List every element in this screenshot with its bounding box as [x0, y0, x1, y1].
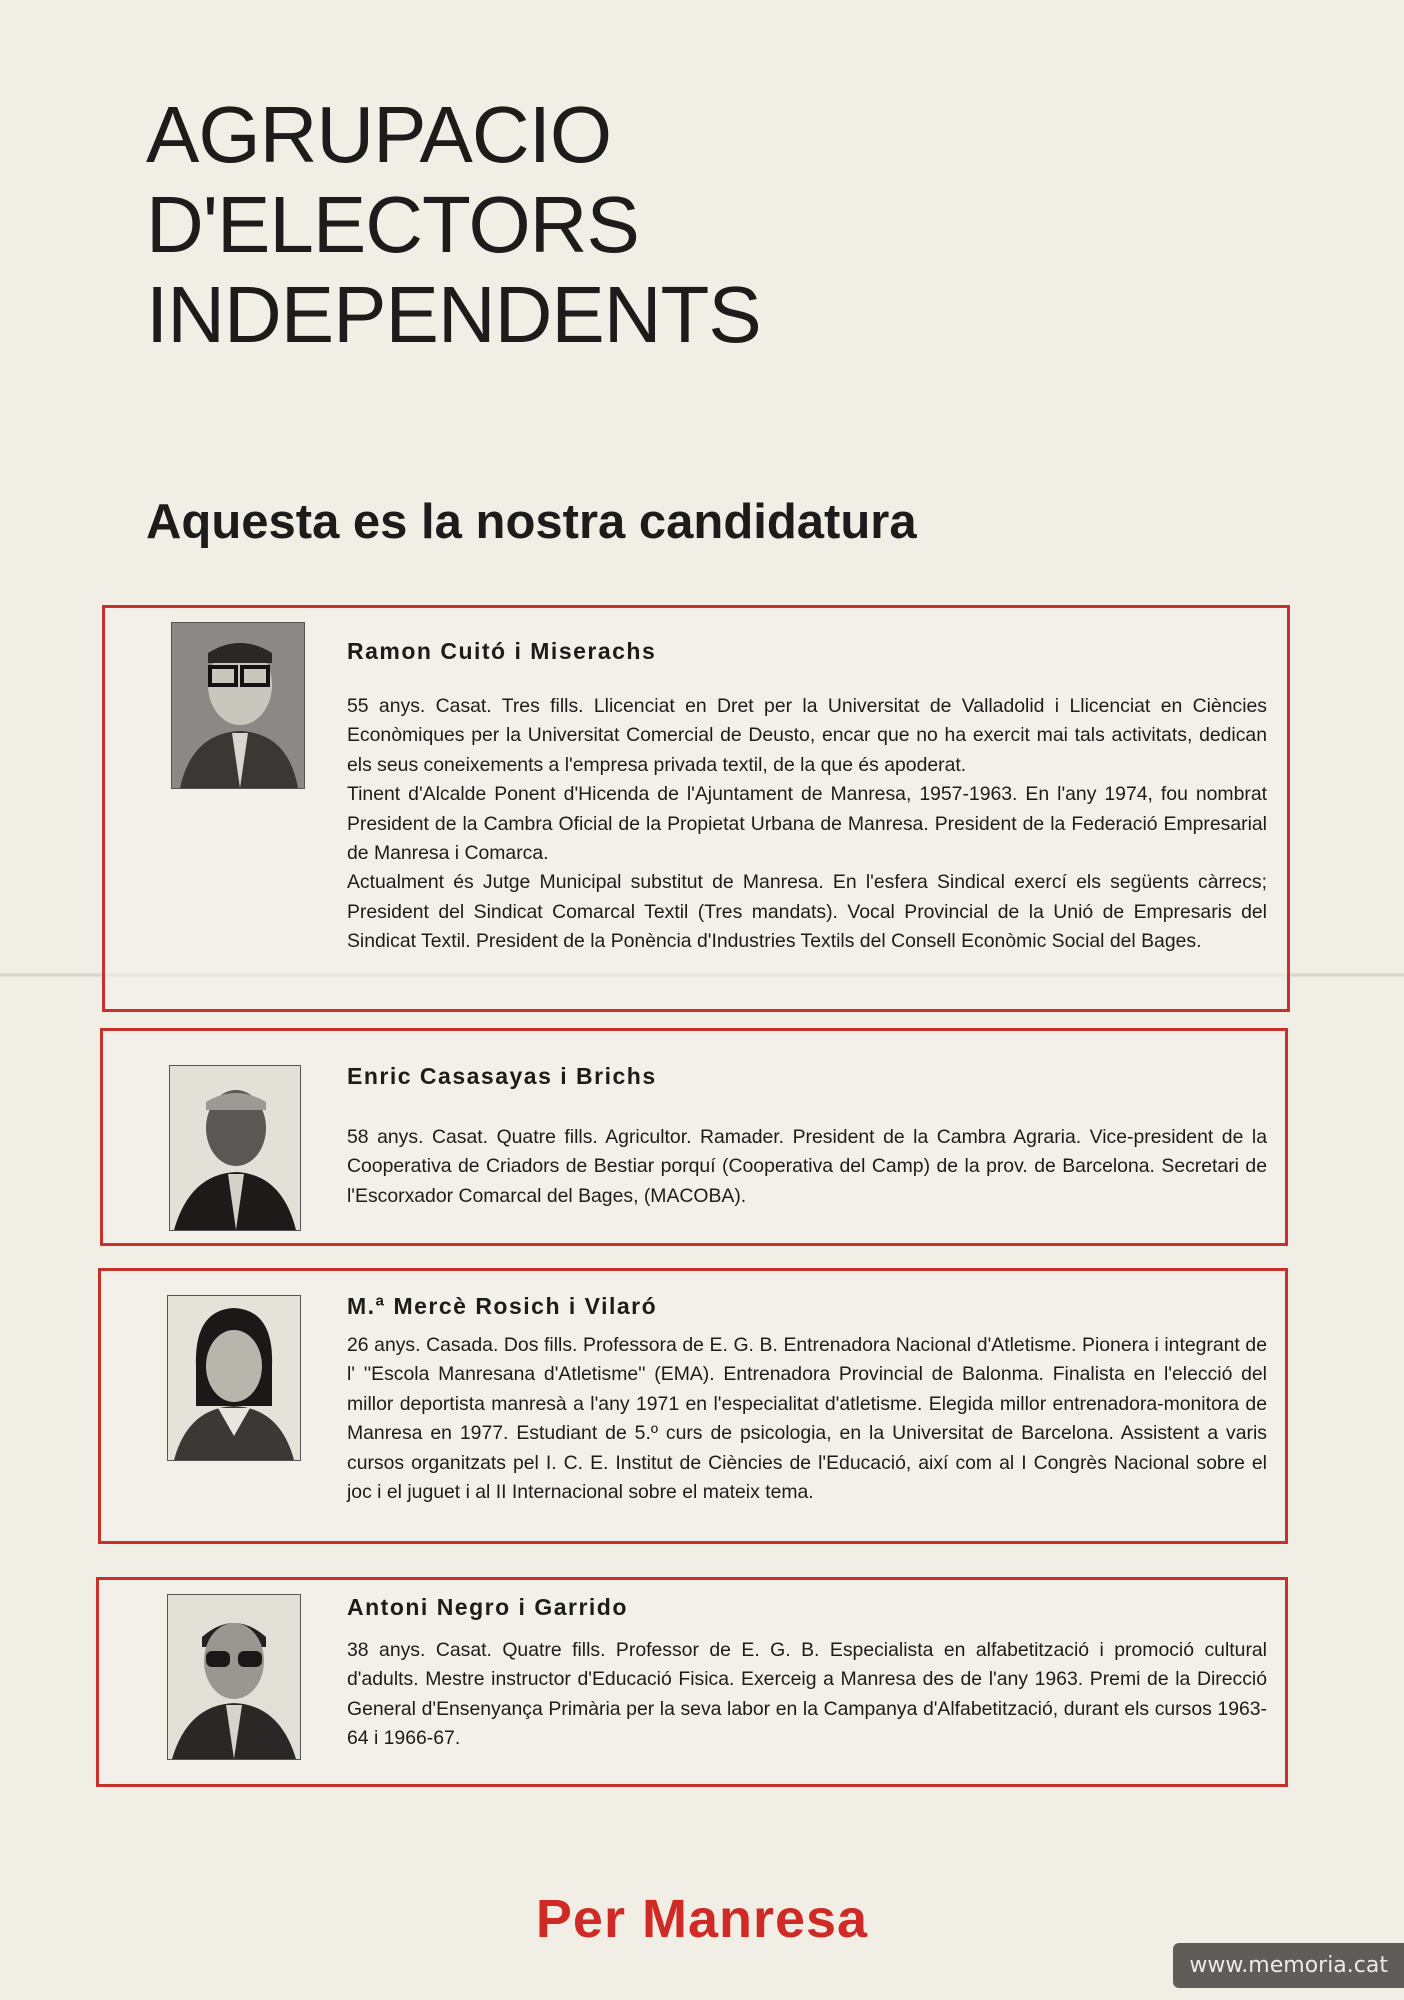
candidate-photo [167, 1594, 301, 1760]
candidate-name: Ramon Cuitó i Miserachs [347, 638, 657, 664]
bio-paragraph: Actualment és Jutge Municipal substitut de Manresa. En l'esfera Sindical exercí els següents càrrecs; President del Sindicat Comarcal Textil (Tres mandats). Vocal Provincial de la Unió de Empresaris del Sindicat Textil. President de la Ponència d'Industries Textils del Consell Econòmic Social del Bages. [347, 871, 1267, 953]
candidate-bio [347, 1331, 1267, 1507]
portrait-image [168, 1296, 300, 1460]
candidate-bio [347, 1123, 1267, 1211]
bio-paragraph: 26 anys. Casada. Dos fills. Professora de E. G. B. Entrenadora Nacional d'Atletisme. Pionera i integrant de l' ''Escola Manresana d'Atletisme'' (EMA). Entrenadora Provincial de Balonma. Finalista en l'elecció del millor deportista manresà a l'any 1971 en l'especialitat d'atletisme. Elegida millor entrenadora-monitora de Manresa en 1977. Estudiant de 5.º curs de psicologia, en la Universitat de Barcelona. Assistent a varis cursos organitzats pel I. C. E. Institut de Ciències de l'Educació, així com al I Congrès Nacional sobre el joc i el juguet i al II Internacional sobre el mateix tema. [347, 1334, 1267, 1504]
candidate-name: M.ª Mercè Rosich i Vilaró [347, 1293, 658, 1319]
bio-paragraph: 55 anys. Casat. Tres fills. Llicenciat en Dret per la Universitat de Valladolid i Llicenciat en Ciències Econòmiques per la Universitat Comercial de Deusto, encar que no ha exercit mai tals activitats, dedican els seus coneixements a l'empresa privada textil, de la que és apoderat. [347, 695, 1267, 776]
candidate-bio [347, 1636, 1267, 1754]
title-line-1: AGRUPACIO [146, 90, 612, 179]
candidate-bio [347, 692, 1267, 957]
portrait-image [168, 1595, 300, 1759]
candidate-card [98, 1268, 1288, 1544]
watermark-url: www.memoria.cat [1173, 1943, 1404, 1988]
candidate-name: Antoni Negro i Garrido [347, 1594, 628, 1620]
candidate-photo [167, 1295, 301, 1461]
candidate-photo [171, 622, 305, 789]
candidate-card [96, 1577, 1288, 1787]
bio-paragraph: 38 anys. Casat. Quatre fills. Professor de E. G. B. Especialista en alfabetització i promoció cultural d'adults. Mestre instructor d'Educació Fisica. Exerceig a Manresa des de l'any 1963. Premi de la Direcció General d'Ensenyança Primària per la seva labor en la Campanya d'Alfabetització, durant els cursos 1963-64 i 1966-67. [347, 1639, 1267, 1750]
page-title [146, 90, 761, 360]
candidate-photo [169, 1065, 301, 1231]
page-subtitle: Aquesta es la nostra candidatura [146, 495, 917, 549]
candidate-card [100, 1028, 1288, 1246]
title-line-3: INDEPENDENTS [146, 270, 761, 359]
bio-paragraph: Tinent d'Alcalde Ponent d'Hicenda de l'Ajuntament de Manresa, 1957-1963. En l'any 1974, fou nombrat President de la Cambra Oficial de la Propietat Urbana de Manresa. President de la Federació Empresarial de Manresa i Comarca. [347, 783, 1267, 865]
slogan: Per Manresa [535, 1889, 869, 1949]
candidate-card [102, 605, 1290, 1012]
portrait-image [170, 1066, 300, 1230]
title-line-2: D'ELECTORS [146, 180, 639, 269]
portrait-image [172, 623, 304, 788]
bio-paragraph: 58 anys. Casat. Quatre fills. Agricultor. Ramader. President de la Cambra Agraria. Vice-president de la Cooperativa de Criadors de Bestiar porquí (Cooperativa del Camp) de la prov. de Barcelona. Secretari de l'Escorxador Comarcal del Bages, (MACOBA). [347, 1126, 1267, 1207]
candidate-name: Enric Casasayas i Brichs [347, 1063, 657, 1089]
